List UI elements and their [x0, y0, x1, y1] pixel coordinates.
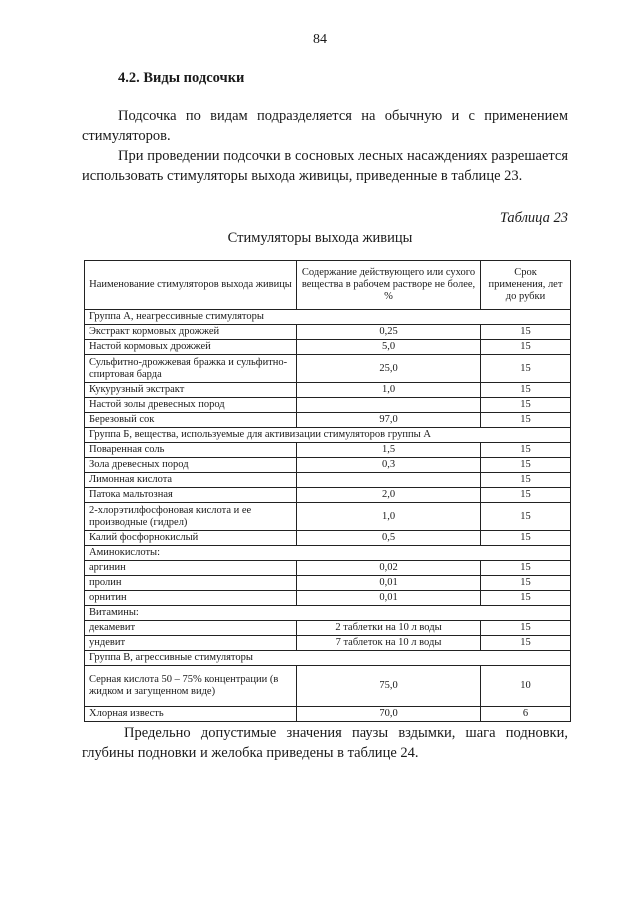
- term-years: 15: [481, 636, 571, 651]
- page-number: 84: [313, 32, 327, 47]
- stimulator-name: пролин: [85, 576, 297, 591]
- term-years: 15: [481, 383, 571, 398]
- content-value: 1,0: [297, 503, 481, 531]
- stimulator-name: Кукурузный экстракт: [85, 383, 297, 398]
- stimulator-name: 2-хлорэтилфосфоновая кислота и ее производные (гидрел): [85, 503, 297, 531]
- table-group-row: [85, 651, 571, 666]
- term-years: 15: [481, 443, 571, 458]
- content-value: 97,0: [297, 413, 481, 428]
- stimulator-name: ундевит: [85, 636, 297, 651]
- table-title: Стимуляторы выхода живицы: [227, 230, 413, 246]
- table-row: [85, 340, 571, 355]
- table-row: [85, 488, 571, 503]
- content-value: 70,0: [297, 707, 481, 722]
- content-value: 0,25: [297, 325, 481, 340]
- content-value: 0,3: [297, 458, 481, 473]
- table-row: [85, 503, 571, 531]
- table-row: [85, 707, 571, 722]
- stimulator-name: декамевит: [85, 621, 297, 636]
- header-name: Наименование стимуляторов выхода живицы: [85, 261, 297, 310]
- content-value: [297, 398, 481, 413]
- term-years: 15: [481, 413, 571, 428]
- stimulator-name: Лимонная кислота: [85, 473, 297, 488]
- table-row: [85, 443, 571, 458]
- content-value: 1,5: [297, 443, 481, 458]
- table-row: [85, 325, 571, 340]
- table-body: [85, 310, 571, 722]
- table-row: [85, 473, 571, 488]
- stimulator-name: Настой кормовых дрожжей: [85, 340, 297, 355]
- table-group-row: [85, 428, 571, 443]
- group-label: Группа Б, вещества, используемые для активизации стимуляторов группы А: [85, 428, 571, 443]
- table-row: [85, 531, 571, 546]
- content-value: 0,5: [297, 531, 481, 546]
- term-years: 15: [481, 458, 571, 473]
- stimulator-name: Зола древесных пород: [85, 458, 297, 473]
- content-value: 2,0: [297, 488, 481, 503]
- term-years: 15: [481, 325, 571, 340]
- content-value: 5,0: [297, 340, 481, 355]
- stimulator-name: орнитин: [85, 591, 297, 606]
- stimulator-name: Калий фосфорнокислый: [85, 531, 297, 546]
- term-years: 15: [481, 621, 571, 636]
- stimulator-name: Экстракт кормовых дрожжей: [85, 325, 297, 340]
- paragraph-stimulators: При проведении подсочки в сосновых лесных насаждениях разрешается использовать стимуляторы выхода живицы, приведенные в таблице 23.: [82, 148, 568, 184]
- term-years: 10: [481, 666, 571, 707]
- content-value: 1,0: [297, 383, 481, 398]
- header-content: Содержание действующего или сухого вещества в рабочем растворе не более, %: [297, 261, 481, 310]
- term-years: 15: [481, 473, 571, 488]
- table-group-row: [85, 546, 571, 561]
- paragraph-intro: Подсочка по видам подразделяется на обычную и с применением стимуляторов.: [82, 108, 568, 144]
- group-label: Аминокислоты:: [85, 546, 571, 561]
- table-row: [85, 561, 571, 576]
- term-years: 15: [481, 340, 571, 355]
- term-years: 15: [481, 531, 571, 546]
- paragraph-table24: Предельно допустимые значения паузы вздымки, шага подновки, глубины подновки и желобка приведены в таблице 24.: [82, 725, 568, 761]
- group-label: Витамины:: [85, 606, 571, 621]
- table-group-row: [85, 310, 571, 325]
- term-years: 15: [481, 355, 571, 383]
- term-years: 15: [481, 398, 571, 413]
- table-row: [85, 576, 571, 591]
- stimulator-name: аргинин: [85, 561, 297, 576]
- stimulator-name: Патока мальтозная: [85, 488, 297, 503]
- content-value: 2 таблетки на 10 л воды: [297, 621, 481, 636]
- term-years: 6: [481, 707, 571, 722]
- table-row: [85, 355, 571, 383]
- term-years: 15: [481, 488, 571, 503]
- table-header-row: [85, 261, 571, 310]
- group-label: Группа В, агрессивные стимуляторы: [85, 651, 571, 666]
- table-row: [85, 413, 571, 428]
- table-row: [85, 591, 571, 606]
- group-label: Группа А, неагрессивные стимуляторы: [85, 310, 571, 325]
- stimulators-table: [84, 260, 571, 722]
- term-years: 15: [481, 576, 571, 591]
- stimulator-name: Серная кислота 50 – 75% концентрации (в жидком и загущенном виде): [85, 666, 297, 707]
- table-row: [85, 383, 571, 398]
- content-value: 75,0: [297, 666, 481, 707]
- stimulator-name: Настой золы древесных пород: [85, 398, 297, 413]
- content-value: 25,0: [297, 355, 481, 383]
- stimulator-name: Хлорная известь: [85, 707, 297, 722]
- stimulator-name: Сульфитно-дрожжевая бражка и сульфитно-спиртовая барда: [85, 355, 297, 383]
- content-value: 7 таблеток на 10 л воды: [297, 636, 481, 651]
- term-years: 15: [481, 591, 571, 606]
- content-value: [297, 473, 481, 488]
- header-term: Срок применения, лет до рубки: [481, 261, 571, 310]
- content-value: 0,01: [297, 576, 481, 591]
- table-row: [85, 666, 571, 707]
- stimulator-name: Березовый сок: [85, 413, 297, 428]
- table-row: [85, 621, 571, 636]
- section-heading: 4.2. Виды подсочки: [118, 70, 245, 86]
- table-row: [85, 636, 571, 651]
- content-value: 0,01: [297, 591, 481, 606]
- stimulator-name: Поваренная соль: [85, 443, 297, 458]
- term-years: 15: [481, 561, 571, 576]
- table-group-row: [85, 606, 571, 621]
- table-row: [85, 458, 571, 473]
- table-row: [85, 398, 571, 413]
- content-value: 0,02: [297, 561, 481, 576]
- table-number: Таблица 23: [499, 210, 568, 226]
- term-years: 15: [481, 503, 571, 531]
